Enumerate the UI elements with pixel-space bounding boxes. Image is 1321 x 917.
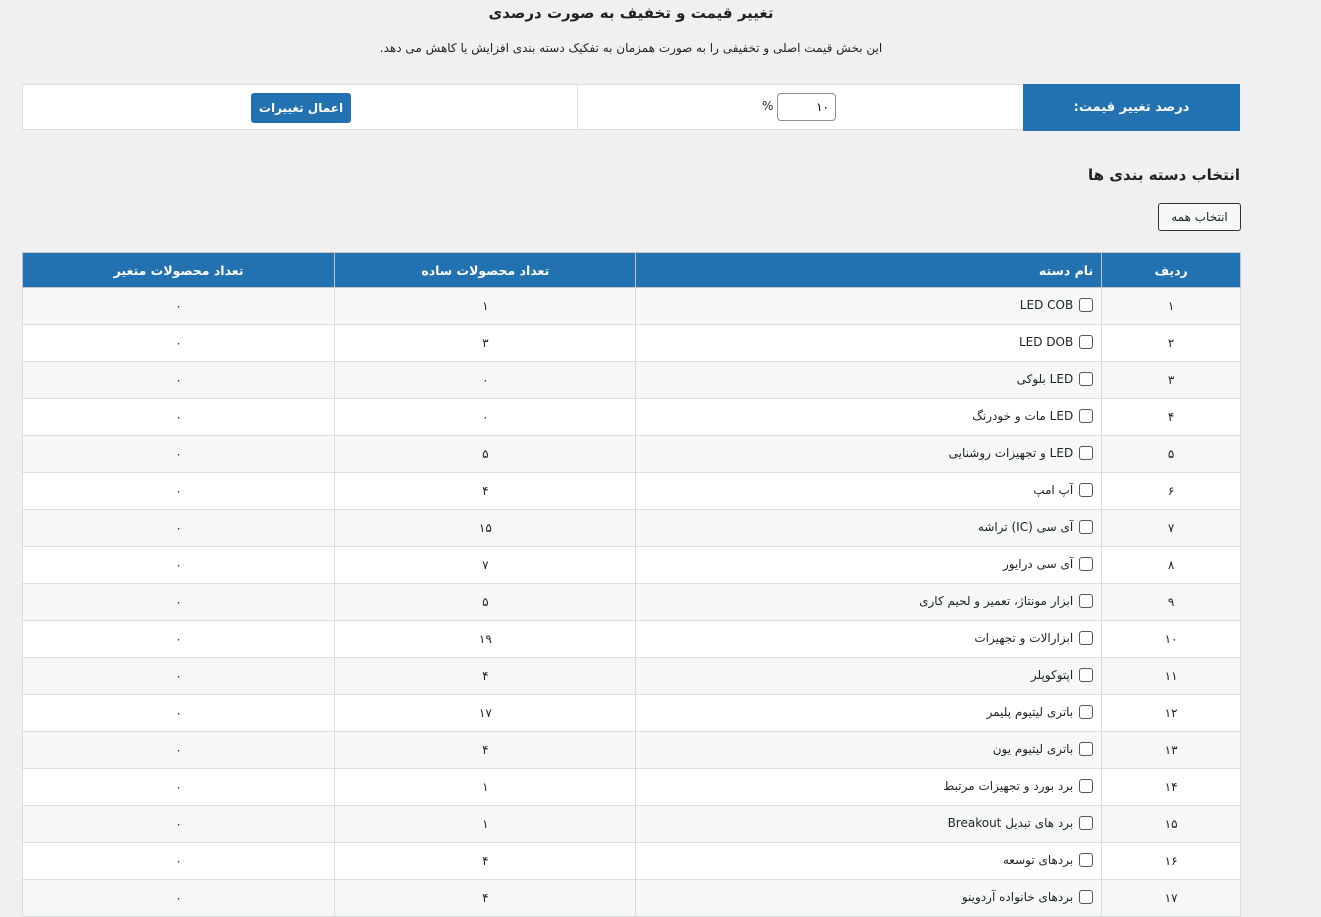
table-row xyxy=(23,658,1241,695)
category-name: بردهای خانواده آردوینو xyxy=(961,889,1074,904)
row-number: ۹ xyxy=(1102,584,1241,621)
category-name: LED DOB xyxy=(1018,334,1074,349)
category-name-cell xyxy=(636,547,1102,584)
category-checkbox[interactable] xyxy=(1079,372,1093,386)
category-name: ابزار مونتاژ، تعمیر و لحیم کاری xyxy=(919,593,1074,608)
category-name-cell xyxy=(636,658,1102,695)
category-checkbox[interactable] xyxy=(1079,668,1093,682)
variable-count: ۰ xyxy=(23,584,335,621)
price-change-form xyxy=(22,84,1240,130)
table-header-row xyxy=(23,253,1241,288)
category-name: LED و تجهیزات روشنایی xyxy=(948,445,1074,460)
row-number: ۱ xyxy=(1102,288,1241,325)
price-input-cell xyxy=(577,85,1023,129)
page-title: تغییر قیمت و تخفیف به صورت درصدی xyxy=(488,4,774,22)
table-row xyxy=(23,695,1241,732)
simple-count: ۴ xyxy=(335,843,636,880)
category-name: LED بلوکی xyxy=(1016,371,1074,386)
category-name: برد های تبدیل Breakout xyxy=(947,815,1074,830)
table-row xyxy=(23,399,1241,436)
table-row xyxy=(23,473,1241,510)
row-number: ۱۱ xyxy=(1102,658,1241,695)
category-name-cell xyxy=(636,843,1102,880)
category-name-cell xyxy=(636,325,1102,362)
apply-changes-button[interactable]: اعمال تغییرات xyxy=(251,93,351,123)
simple-count: ۴ xyxy=(335,880,636,917)
row-number: ۱۲ xyxy=(1102,695,1241,732)
header-variable-count: تعداد محصولات متغیر xyxy=(23,253,335,288)
simple-count: ۷ xyxy=(335,547,636,584)
variable-count: ۰ xyxy=(23,510,335,547)
category-name-cell xyxy=(636,732,1102,769)
category-name-cell xyxy=(636,288,1102,325)
category-name-cell xyxy=(636,399,1102,436)
table-row xyxy=(23,769,1241,806)
category-name: اپتوکوپلر xyxy=(1030,667,1074,682)
category-name-cell xyxy=(636,362,1102,399)
simple-count: ۱۵ xyxy=(335,510,636,547)
percent-sign: % xyxy=(762,99,774,113)
category-name: ابزارالات و تجهیزات xyxy=(974,630,1074,645)
category-name-cell xyxy=(636,880,1102,917)
category-name: برد بورد و تجهیزات مرتبط xyxy=(943,778,1074,793)
category-name: باتری لیتیوم پلیمر xyxy=(986,704,1074,719)
percent-input[interactable] xyxy=(777,93,836,121)
category-name-cell xyxy=(636,436,1102,473)
category-name: آی سی درایور xyxy=(1002,556,1074,571)
variable-count: ۰ xyxy=(23,399,335,436)
category-name: بردهای توسعه xyxy=(1002,852,1074,867)
category-checkbox[interactable] xyxy=(1079,520,1093,534)
simple-count: ۰ xyxy=(335,362,636,399)
simple-count: ۱ xyxy=(335,806,636,843)
category-checkbox[interactable] xyxy=(1079,298,1093,312)
table-row xyxy=(23,362,1241,399)
category-checkbox[interactable] xyxy=(1079,816,1093,830)
page-description: این بخش قیمت اصلی و تخفیفی را به صورت همزمان به تفکیک دسته بندی افزایش یا کاهش می دهد. xyxy=(379,41,883,55)
category-name: آی سی (IC) تراشه xyxy=(977,519,1074,534)
row-number: ۱۴ xyxy=(1102,769,1241,806)
header-row-number: ردیف xyxy=(1102,253,1241,288)
category-checkbox[interactable] xyxy=(1079,779,1093,793)
category-name-cell xyxy=(636,769,1102,806)
variable-count: ۰ xyxy=(23,621,335,658)
variable-count: ۰ xyxy=(23,325,335,362)
variable-count: ۰ xyxy=(23,473,335,510)
variable-count: ۰ xyxy=(23,436,335,473)
table-row xyxy=(23,325,1241,362)
table-row xyxy=(23,436,1241,473)
table-row xyxy=(23,732,1241,769)
category-name: LED مات و خودرنگ xyxy=(972,408,1074,423)
table-row xyxy=(23,510,1241,547)
table-row xyxy=(23,584,1241,621)
table-row xyxy=(23,288,1241,325)
variable-count: ۰ xyxy=(23,806,335,843)
row-number: ۱۷ xyxy=(1102,880,1241,917)
category-name-cell xyxy=(636,621,1102,658)
row-number: ۲ xyxy=(1102,325,1241,362)
row-number: ۳ xyxy=(1102,362,1241,399)
row-number: ۶ xyxy=(1102,473,1241,510)
simple-count: ۰ xyxy=(335,399,636,436)
variable-count: ۰ xyxy=(23,695,335,732)
simple-count: ۴ xyxy=(335,658,636,695)
price-percent-label: درصد تغییر قیمت: xyxy=(1023,84,1240,131)
category-checkbox[interactable] xyxy=(1079,557,1093,571)
category-name-cell xyxy=(636,806,1102,843)
category-checkbox[interactable] xyxy=(1079,446,1093,460)
category-checkbox[interactable] xyxy=(1079,742,1093,756)
simple-count: ۴ xyxy=(335,732,636,769)
table-body xyxy=(23,288,1241,917)
simple-count: ۱ xyxy=(335,769,636,806)
row-number: ۱۵ xyxy=(1102,806,1241,843)
variable-count: ۰ xyxy=(23,288,335,325)
category-checkbox[interactable] xyxy=(1079,483,1093,497)
row-number: ۱۰ xyxy=(1102,621,1241,658)
categories-table xyxy=(22,252,1241,917)
category-checkbox[interactable] xyxy=(1079,705,1093,719)
variable-count: ۰ xyxy=(23,732,335,769)
simple-count: ۱۹ xyxy=(335,621,636,658)
row-number: ۸ xyxy=(1102,547,1241,584)
category-name-cell xyxy=(636,473,1102,510)
category-name-cell xyxy=(636,510,1102,547)
category-checkbox[interactable] xyxy=(1079,853,1093,867)
variable-count: ۰ xyxy=(23,843,335,880)
category-name-cell xyxy=(636,695,1102,732)
table-row xyxy=(23,880,1241,917)
table-row xyxy=(23,806,1241,843)
category-name: LED COB xyxy=(1019,297,1074,312)
simple-count: ۵ xyxy=(335,436,636,473)
table-row xyxy=(23,843,1241,880)
category-name: آپ امپ xyxy=(1033,482,1074,497)
simple-count: ۳ xyxy=(335,325,636,362)
category-checkbox[interactable] xyxy=(1079,890,1093,904)
simple-count: ۱ xyxy=(335,288,636,325)
variable-count: ۰ xyxy=(23,547,335,584)
header-simple-count: تعداد محصولات ساده xyxy=(335,253,636,288)
variable-count: ۰ xyxy=(23,880,335,917)
row-number: ۷ xyxy=(1102,510,1241,547)
category-name: باتری لیتیوم یون xyxy=(992,741,1074,756)
select-all-button[interactable]: انتخاب همه xyxy=(1158,203,1241,231)
variable-count: ۰ xyxy=(23,362,335,399)
table-row xyxy=(23,621,1241,658)
row-number: ۱۶ xyxy=(1102,843,1241,880)
simple-count: ۴ xyxy=(335,473,636,510)
simple-count: ۱۷ xyxy=(335,695,636,732)
category-checkbox[interactable] xyxy=(1079,631,1093,645)
category-name-cell xyxy=(636,584,1102,621)
category-checkbox[interactable] xyxy=(1079,594,1093,608)
category-checkbox[interactable] xyxy=(1079,335,1093,349)
variable-count: ۰ xyxy=(23,769,335,806)
header-category-name: نام دسته xyxy=(636,253,1102,288)
category-checkbox[interactable] xyxy=(1079,409,1093,423)
simple-count: ۵ xyxy=(335,584,636,621)
table-row xyxy=(23,547,1241,584)
row-number: ۱۳ xyxy=(1102,732,1241,769)
variable-count: ۰ xyxy=(23,658,335,695)
row-number: ۴ xyxy=(1102,399,1241,436)
categories-section-title: انتخاب دسته بندی ها xyxy=(1088,166,1240,184)
row-number: ۵ xyxy=(1102,436,1241,473)
